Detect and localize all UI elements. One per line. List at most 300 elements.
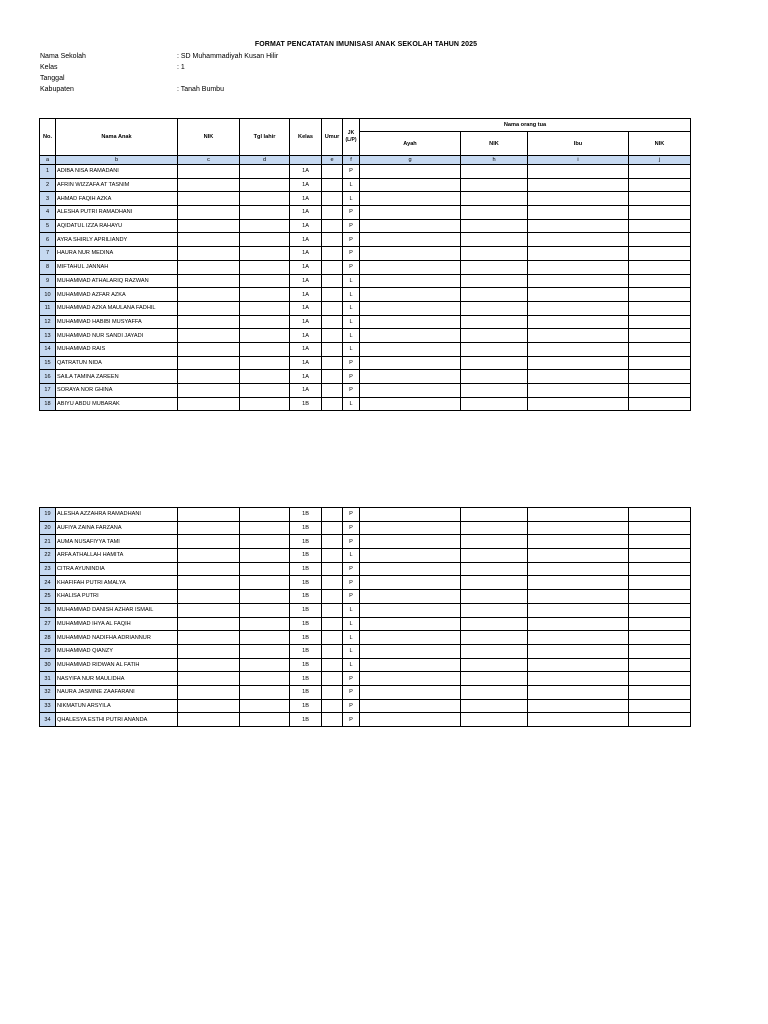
- mother-nik-cell: [629, 233, 691, 247]
- age-cell: [322, 233, 343, 247]
- class-cell: 1A: [290, 301, 322, 315]
- table-row: [40, 644, 691, 658]
- age-cell: [322, 178, 343, 192]
- student-nik-cell: [178, 397, 240, 411]
- student-name: NASYIFA NUR MAULIDHA: [56, 672, 178, 686]
- student-nik-cell: [178, 315, 240, 329]
- mother-nik-cell: [629, 644, 691, 658]
- row-number: 30: [40, 658, 56, 672]
- mother-name-cell: [528, 508, 629, 522]
- father-nik-cell: [461, 521, 528, 535]
- father-name-cell: [360, 603, 461, 617]
- column-letter-cell: i: [528, 156, 629, 165]
- class-cell: 1B: [290, 699, 322, 713]
- student-name: HAURA NUR MEDINA: [56, 247, 178, 261]
- father-name-cell: [360, 178, 461, 192]
- gender-cell: P: [343, 384, 360, 398]
- father-name-cell: [360, 384, 461, 398]
- row-number: 6: [40, 233, 56, 247]
- info-label: Kelas: [40, 64, 58, 71]
- student-name: ARFA ATHALLAH HAMITA: [56, 549, 178, 563]
- gender-cell: L: [343, 342, 360, 356]
- row-number: 31: [40, 672, 56, 686]
- row-number: 4: [40, 206, 56, 220]
- age-cell: [322, 549, 343, 563]
- gender-cell: P: [343, 576, 360, 590]
- class-cell: 1B: [290, 685, 322, 699]
- birth-date-cell: [240, 521, 290, 535]
- class-cell: 1A: [290, 192, 322, 206]
- student-nik-cell: [178, 713, 240, 727]
- father-name-cell: [360, 590, 461, 604]
- mother-nik-cell: [629, 549, 691, 563]
- student-name: ABIYU ABDU MUBARAK: [56, 397, 178, 411]
- student-nik-cell: [178, 247, 240, 261]
- gender-cell: L: [343, 631, 360, 645]
- student-name: MUHAMMAD HABIBI MUSYAFFA: [56, 315, 178, 329]
- age-cell: [322, 288, 343, 302]
- gender-cell: L: [343, 288, 360, 302]
- father-nik-cell: [461, 274, 528, 288]
- birth-date-cell: [240, 631, 290, 645]
- father-nik-cell: [461, 576, 528, 590]
- header-nama-anak: Nama Anak: [56, 119, 178, 156]
- mother-nik-cell: [629, 356, 691, 370]
- student-name: CITRA AYUNINDIA: [56, 562, 178, 576]
- student-name: MIFTAHUL JANNAH: [56, 260, 178, 274]
- class-cell: 1B: [290, 603, 322, 617]
- class-cell: 1B: [290, 508, 322, 522]
- student-name: ALESHA AZZAHRA RAMADHANI: [56, 508, 178, 522]
- student-name: KHALISA PUTRI: [56, 590, 178, 604]
- father-nik-cell: [461, 288, 528, 302]
- father-name-cell: [360, 562, 461, 576]
- mother-nik-cell: [629, 521, 691, 535]
- table-row: [40, 301, 691, 315]
- father-nik-cell: [461, 590, 528, 604]
- birth-date-cell: [240, 178, 290, 192]
- student-name: ALESHA PUTRI RAMADHANI: [56, 206, 178, 220]
- father-name-cell: [360, 535, 461, 549]
- class-cell: 1B: [290, 617, 322, 631]
- table-row: [40, 672, 691, 686]
- birth-date-cell: [240, 274, 290, 288]
- student-name: NAURA JASMINE ZAAFARANI: [56, 685, 178, 699]
- student-nik-cell: [178, 301, 240, 315]
- gender-cell: L: [343, 315, 360, 329]
- class-cell: 1B: [290, 576, 322, 590]
- header-no: No.: [40, 119, 56, 156]
- mother-name-cell: [528, 397, 629, 411]
- student-nik-cell: [178, 658, 240, 672]
- table-body-page2: [40, 508, 691, 727]
- column-letter-cell: e: [322, 156, 343, 165]
- mother-name-cell: [528, 178, 629, 192]
- student-name: MUHAMMAD QIANZY: [56, 644, 178, 658]
- father-name-cell: [360, 508, 461, 522]
- birth-date-cell: [240, 576, 290, 590]
- row-number: 28: [40, 631, 56, 645]
- father-name-cell: [360, 165, 461, 179]
- age-cell: [322, 590, 343, 604]
- table-row: [40, 342, 691, 356]
- father-nik-cell: [461, 699, 528, 713]
- father-name-cell: [360, 617, 461, 631]
- father-nik-cell: [461, 178, 528, 192]
- student-nik-cell: [178, 508, 240, 522]
- age-cell: [322, 713, 343, 727]
- father-nik-cell: [461, 165, 528, 179]
- age-cell: [322, 617, 343, 631]
- student-name: NIKMATUN ARSYILA: [56, 699, 178, 713]
- mother-nik-cell: [629, 370, 691, 384]
- class-cell: 1A: [290, 178, 322, 192]
- column-letter-cell: a: [40, 156, 56, 165]
- age-cell: [322, 658, 343, 672]
- age-cell: [322, 631, 343, 645]
- header-ibu: Ibu: [528, 132, 629, 156]
- student-nik-cell: [178, 260, 240, 274]
- table-row: [40, 617, 691, 631]
- table-row: [40, 370, 691, 384]
- row-number: 2: [40, 178, 56, 192]
- birth-date-cell: [240, 384, 290, 398]
- father-name-cell: [360, 247, 461, 261]
- age-cell: [322, 685, 343, 699]
- father-name-cell: [360, 206, 461, 220]
- mother-name-cell: [528, 521, 629, 535]
- father-name-cell: [360, 301, 461, 315]
- birth-date-cell: [240, 549, 290, 563]
- father-name-cell: [360, 685, 461, 699]
- student-name: QHALESYA ESTHI PUTRI ANANDA: [56, 713, 178, 727]
- header-umur: Umur: [322, 119, 343, 156]
- mother-nik-cell: [629, 713, 691, 727]
- mother-nik-cell: [629, 672, 691, 686]
- student-nik-cell: [178, 672, 240, 686]
- mother-name-cell: [528, 301, 629, 315]
- mother-nik-cell: [629, 247, 691, 261]
- birth-date-cell: [240, 329, 290, 343]
- table-row: [40, 233, 691, 247]
- gender-cell: P: [343, 206, 360, 220]
- student-name: AHMAD FAQIH AZKA: [56, 192, 178, 206]
- birth-date-cell: [240, 356, 290, 370]
- column-letter-row: [40, 156, 691, 165]
- student-name: AFRIN WIZZAFA AT TASNIM: [56, 178, 178, 192]
- row-number: 10: [40, 288, 56, 302]
- student-nik-cell: [178, 219, 240, 233]
- age-cell: [322, 260, 343, 274]
- student-name: AQIDATUL IZZA RAHAYU: [56, 219, 178, 233]
- age-cell: [322, 521, 343, 535]
- father-name-cell: [360, 672, 461, 686]
- student-name: MUHAMMAD RAIS: [56, 342, 178, 356]
- student-nik-cell: [178, 274, 240, 288]
- birth-date-cell: [240, 603, 290, 617]
- row-number: 3: [40, 192, 56, 206]
- class-cell: 1A: [290, 288, 322, 302]
- gender-cell: L: [343, 658, 360, 672]
- class-cell: 1B: [290, 658, 322, 672]
- student-name: SAILA TAMINA ZAREEN: [56, 370, 178, 384]
- birth-date-cell: [240, 288, 290, 302]
- father-name-cell: [360, 631, 461, 645]
- birth-date-cell: [240, 644, 290, 658]
- student-nik-cell: [178, 192, 240, 206]
- father-nik-cell: [461, 397, 528, 411]
- class-cell: 1B: [290, 562, 322, 576]
- table-body-page1: [40, 165, 691, 411]
- mother-nik-cell: [629, 274, 691, 288]
- birth-date-cell: [240, 233, 290, 247]
- table-row: [40, 384, 691, 398]
- mother-nik-cell: [629, 192, 691, 206]
- age-cell: [322, 576, 343, 590]
- table-row: [40, 192, 691, 206]
- student-name: SORAYA NOR GHINA: [56, 384, 178, 398]
- father-nik-cell: [461, 562, 528, 576]
- father-name-cell: [360, 260, 461, 274]
- father-nik-cell: [461, 370, 528, 384]
- student-nik-cell: [178, 699, 240, 713]
- birth-date-cell: [240, 535, 290, 549]
- info-label: Tanggal: [40, 75, 65, 82]
- mother-nik-cell: [629, 685, 691, 699]
- class-cell: 1A: [290, 356, 322, 370]
- student-nik-cell: [178, 535, 240, 549]
- table-row: [40, 274, 691, 288]
- class-cell: 1A: [290, 260, 322, 274]
- table-row: [40, 549, 691, 563]
- mother-nik-cell: [629, 342, 691, 356]
- gender-cell: P: [343, 219, 360, 233]
- column-letter-cell: h: [461, 156, 528, 165]
- table-row: [40, 576, 691, 590]
- mother-name-cell: [528, 590, 629, 604]
- mother-name-cell: [528, 562, 629, 576]
- father-nik-cell: [461, 603, 528, 617]
- father-name-cell: [360, 356, 461, 370]
- document-title: FORMAT PENCATATAN IMUNISASI ANAK SEKOLAH TAHUN 2025: [254, 41, 478, 48]
- father-nik-cell: [461, 384, 528, 398]
- column-letter-cell: c: [178, 156, 240, 165]
- table-row: [40, 685, 691, 699]
- father-name-cell: [360, 329, 461, 343]
- row-number: 33: [40, 699, 56, 713]
- father-name-cell: [360, 288, 461, 302]
- mother-nik-cell: [629, 508, 691, 522]
- student-nik-cell: [178, 549, 240, 563]
- header-nik: NIK: [178, 119, 240, 156]
- father-nik-cell: [461, 631, 528, 645]
- gender-cell: L: [343, 329, 360, 343]
- father-name-cell: [360, 219, 461, 233]
- header-tgl-lahir: Tgl lahir: [240, 119, 290, 156]
- table-row: [40, 508, 691, 522]
- student-nik-cell: [178, 342, 240, 356]
- class-cell: 1B: [290, 672, 322, 686]
- mother-nik-cell: [629, 165, 691, 179]
- mother-nik-cell: [629, 178, 691, 192]
- gender-cell: P: [343, 260, 360, 274]
- mother-name-cell: [528, 631, 629, 645]
- class-cell: 1A: [290, 274, 322, 288]
- father-name-cell: [360, 370, 461, 384]
- father-name-cell: [360, 644, 461, 658]
- father-nik-cell: [461, 508, 528, 522]
- student-nik-cell: [178, 288, 240, 302]
- father-name-cell: [360, 521, 461, 535]
- row-number: 25: [40, 590, 56, 604]
- mother-nik-cell: [629, 535, 691, 549]
- row-number: 29: [40, 644, 56, 658]
- student-nik-cell: [178, 617, 240, 631]
- student-name: MUHAMMAD NUR SANDI JAYADI: [56, 329, 178, 343]
- header-kelas: Kelas: [290, 119, 322, 156]
- immunization-table-page1: [39, 118, 691, 411]
- birth-date-cell: [240, 590, 290, 604]
- birth-date-cell: [240, 247, 290, 261]
- father-nik-cell: [461, 685, 528, 699]
- birth-date-cell: [240, 260, 290, 274]
- row-number: 18: [40, 397, 56, 411]
- mother-name-cell: [528, 165, 629, 179]
- student-name: MUHAMMAD NADIFHA ADRIANNUR: [56, 631, 178, 645]
- father-name-cell: [360, 342, 461, 356]
- column-letter-cell: j: [629, 156, 691, 165]
- row-number: 16: [40, 370, 56, 384]
- column-letter-cell: b: [56, 156, 178, 165]
- table-row: [40, 590, 691, 604]
- age-cell: [322, 247, 343, 261]
- class-cell: 1A: [290, 342, 322, 356]
- row-number: 21: [40, 535, 56, 549]
- age-cell: [322, 274, 343, 288]
- mother-name-cell: [528, 219, 629, 233]
- student-name: AUFIYA ZAINA FARZANA: [56, 521, 178, 535]
- father-nik-cell: [461, 315, 528, 329]
- gender-cell: P: [343, 370, 360, 384]
- mother-name-cell: [528, 603, 629, 617]
- father-name-cell: [360, 549, 461, 563]
- mother-name-cell: [528, 713, 629, 727]
- mother-name-cell: [528, 535, 629, 549]
- birth-date-cell: [240, 342, 290, 356]
- mother-nik-cell: [629, 631, 691, 645]
- info-label: Kabupaten: [40, 86, 74, 93]
- birth-date-cell: [240, 315, 290, 329]
- age-cell: [322, 644, 343, 658]
- father-nik-cell: [461, 644, 528, 658]
- student-nik-cell: [178, 356, 240, 370]
- gender-cell: P: [343, 356, 360, 370]
- class-cell: 1A: [290, 329, 322, 343]
- gender-cell: P: [343, 233, 360, 247]
- mother-name-cell: [528, 329, 629, 343]
- table-row: [40, 247, 691, 261]
- gender-cell: P: [343, 685, 360, 699]
- birth-date-cell: [240, 685, 290, 699]
- table-row: [40, 219, 691, 233]
- birth-date-cell: [240, 301, 290, 315]
- father-name-cell: [360, 713, 461, 727]
- row-number: 19: [40, 508, 56, 522]
- column-letter-cell: g: [360, 156, 461, 165]
- student-name: MUHAMMAD RIDWAN AL FATIH: [56, 658, 178, 672]
- table-row: [40, 315, 691, 329]
- mother-name-cell: [528, 192, 629, 206]
- student-nik-cell: [178, 590, 240, 604]
- father-name-cell: [360, 699, 461, 713]
- row-number: 20: [40, 521, 56, 535]
- table-row: [40, 535, 691, 549]
- age-cell: [322, 301, 343, 315]
- info-label: Nama Sekolah: [40, 53, 86, 60]
- mother-name-cell: [528, 685, 629, 699]
- mother-name-cell: [528, 617, 629, 631]
- student-name: AUMA NUSAFIYYA TAMI: [56, 535, 178, 549]
- birth-date-cell: [240, 699, 290, 713]
- student-name: MUHAMMAD AZFAR AZKA: [56, 288, 178, 302]
- class-cell: 1A: [290, 247, 322, 261]
- info-value: : Tanah Bumbu: [177, 86, 224, 93]
- student-nik-cell: [178, 562, 240, 576]
- row-number: 24: [40, 576, 56, 590]
- row-number: 12: [40, 315, 56, 329]
- table-row: [40, 356, 691, 370]
- row-number: 8: [40, 260, 56, 274]
- gender-cell: P: [343, 699, 360, 713]
- father-name-cell: [360, 658, 461, 672]
- birth-date-cell: [240, 508, 290, 522]
- mother-nik-cell: [629, 562, 691, 576]
- student-nik-cell: [178, 644, 240, 658]
- mother-nik-cell: [629, 617, 691, 631]
- mother-name-cell: [528, 384, 629, 398]
- mother-name-cell: [528, 576, 629, 590]
- column-letter-cell: f: [343, 156, 360, 165]
- father-nik-cell: [461, 206, 528, 220]
- student-nik-cell: [178, 206, 240, 220]
- father-nik-cell: [461, 329, 528, 343]
- mother-name-cell: [528, 288, 629, 302]
- birth-date-cell: [240, 672, 290, 686]
- age-cell: [322, 603, 343, 617]
- class-cell: 1A: [290, 315, 322, 329]
- table-row: [40, 206, 691, 220]
- mother-name-cell: [528, 699, 629, 713]
- father-nik-cell: [461, 342, 528, 356]
- gender-cell: L: [343, 644, 360, 658]
- class-cell: 1A: [290, 206, 322, 220]
- father-nik-cell: [461, 658, 528, 672]
- father-nik-cell: [461, 260, 528, 274]
- birth-date-cell: [240, 370, 290, 384]
- column-letter-cell: d: [240, 156, 290, 165]
- header-nik-ibu: NIK: [629, 132, 691, 156]
- class-cell: 1B: [290, 535, 322, 549]
- age-cell: [322, 219, 343, 233]
- gender-cell: P: [343, 165, 360, 179]
- mother-nik-cell: [629, 658, 691, 672]
- student-name: MUHAMMAD IHYA AL FAQIH: [56, 617, 178, 631]
- age-cell: [322, 672, 343, 686]
- age-cell: [322, 370, 343, 384]
- gender-cell: L: [343, 603, 360, 617]
- age-cell: [322, 356, 343, 370]
- age-cell: [322, 508, 343, 522]
